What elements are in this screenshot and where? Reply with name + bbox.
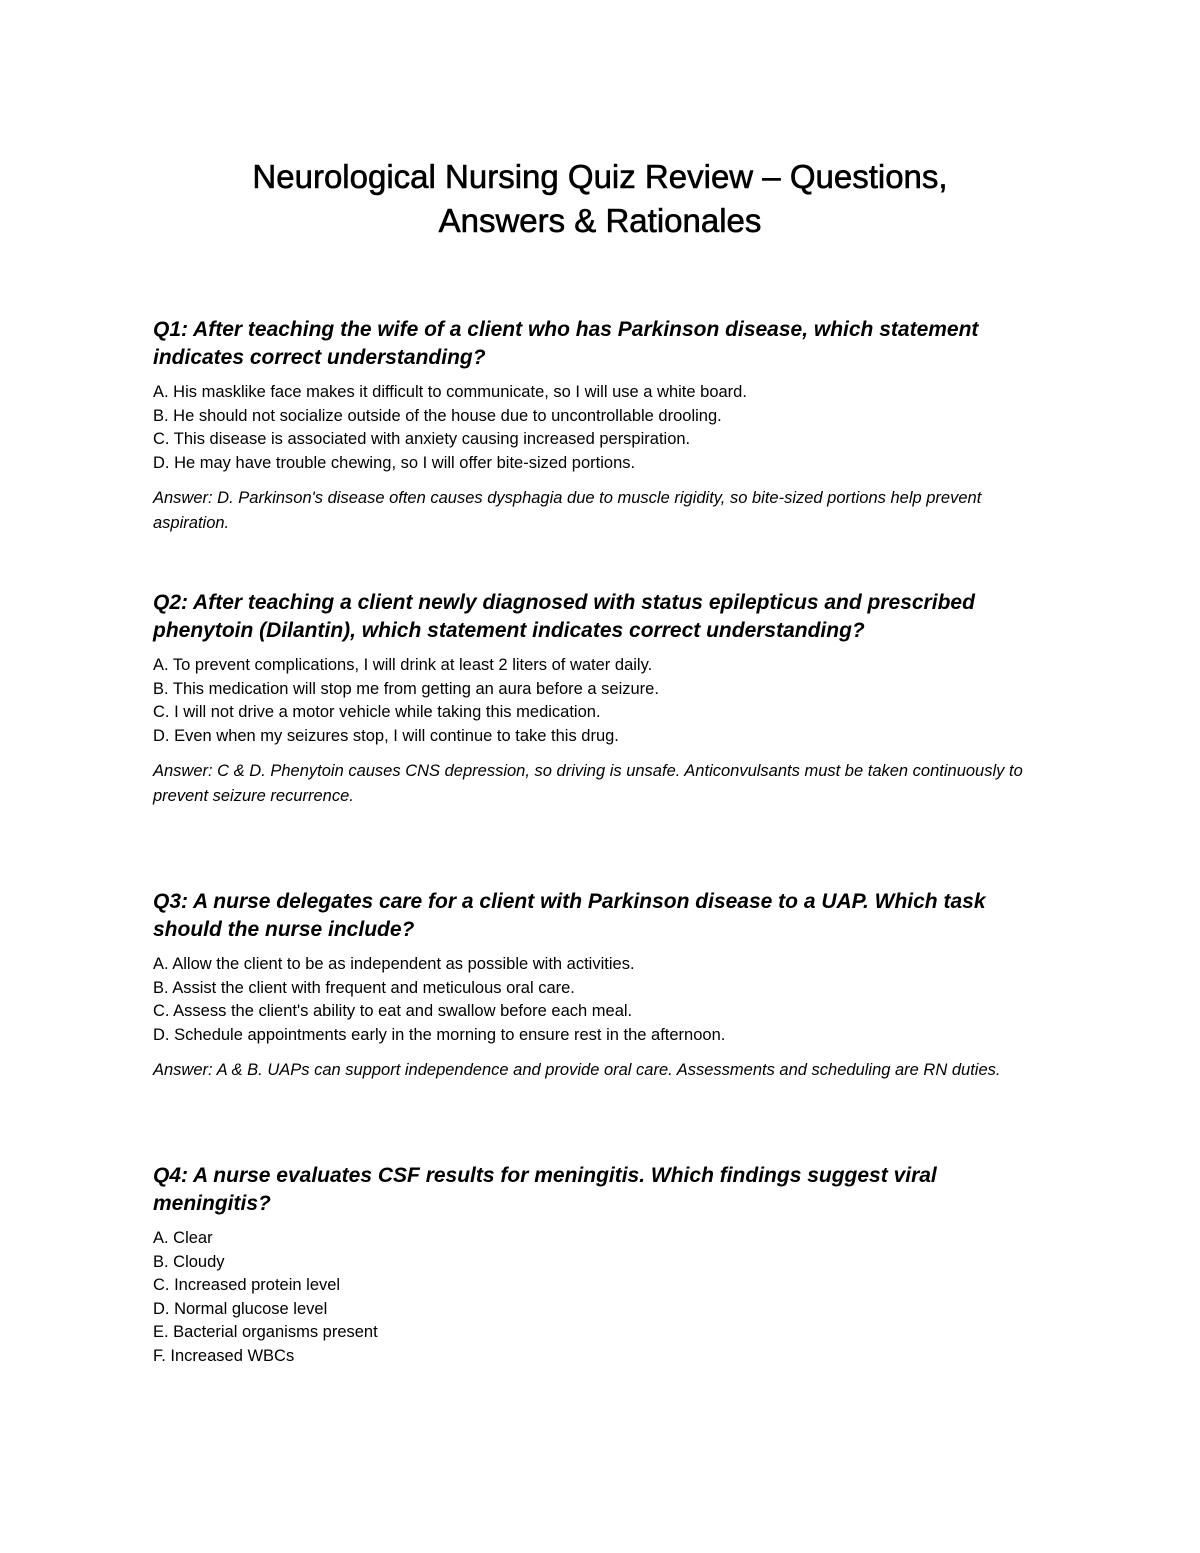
option-item: D. Normal glucose level [153,1299,328,1318]
option-item: A. Allow the client to be as independent as possible with activities. [153,955,635,973]
option-item: D. Schedule appointments early in the morning to ensure rest in the afternoon. [153,1025,726,1044]
option-item: C. I will not drive a motor vehicle while taking this medication. [153,703,601,722]
question-block-4 [153,1162,1053,1369]
option-item: E. Bacterial organisms present [153,1323,378,1342]
question-block-3 [153,888,1053,1083]
option-item: C. Increased protein level [153,1276,341,1295]
option-item: C. This disease is associated with anxiety causing increased perspiration. [153,430,691,449]
option-item: C. Assess the client's ability to eat and swallow before each meal. [153,1002,633,1021]
answer-rationale: Answer: A & B. UAPs can support independence and provide oral care. Assessments and scheduling are RN duties. [153,1061,1001,1080]
option-item: A. Clear [153,1229,213,1247]
question-block-1 [153,316,1053,536]
option-item: A. To prevent complications, I will drink at least 2 liters of water daily. [153,656,653,674]
question-text: Q2: After teaching a client newly diagnosed with status epilepticus and prescribed phenytoin (Dilantin), which statement indicates correct understanding? [153,591,975,642]
answer-options [153,1227,1053,1369]
answer-options [153,654,1053,748]
option-item: A. His masklike face makes it difficult to communicate, so I will use a white board. [153,383,747,401]
option-item: B. Assist the client with frequent and meticulous oral care. [153,978,575,997]
title-line-2: Answers & Rationales [438,202,762,239]
question-text: Q1: After teaching the wife of a client who has Parkinson disease, which statement indicates correct understanding? [153,318,979,369]
title-line-1: Neurological Nursing Quiz Review – Questions, [252,158,948,195]
answer-rationale: Answer: C & D. Phenytoin causes CNS depression, so driving is unsafe. Anticonvulsants must be taken continuously to prevent seizure recurrence. [153,762,1023,806]
option-item: B. He should not socialize outside of the house due to uncontrollable drooling. [153,406,722,425]
option-item: F. Increased WBCs [153,1346,295,1365]
option-item: D. Even when my seizures stop, I will continue to take this drug. [153,726,619,745]
question-text: Q3: A nurse delegates care for a client with Parkinson disease to a UAP. Which task should the nurse include? [153,890,986,941]
question-text: Q4: A nurse evaluates CSF results for meningitis. Which findings suggest viral meningitis? [153,1164,937,1215]
answer-options [153,381,1053,475]
page-title [100,155,1100,243]
option-item: B. Cloudy [153,1252,225,1271]
option-item: B. This medication will stop me from getting an aura before a seizure. [153,679,659,698]
answer-options [153,953,1053,1047]
option-item: D. He may have trouble chewing, so I will offer bite-sized portions. [153,453,636,472]
answer-rationale: Answer: D. Parkinson's disease often causes dysphagia due to muscle rigidity, so bite-sized portions help prevent aspiration. [153,489,982,533]
question-block-2 [153,589,1053,809]
